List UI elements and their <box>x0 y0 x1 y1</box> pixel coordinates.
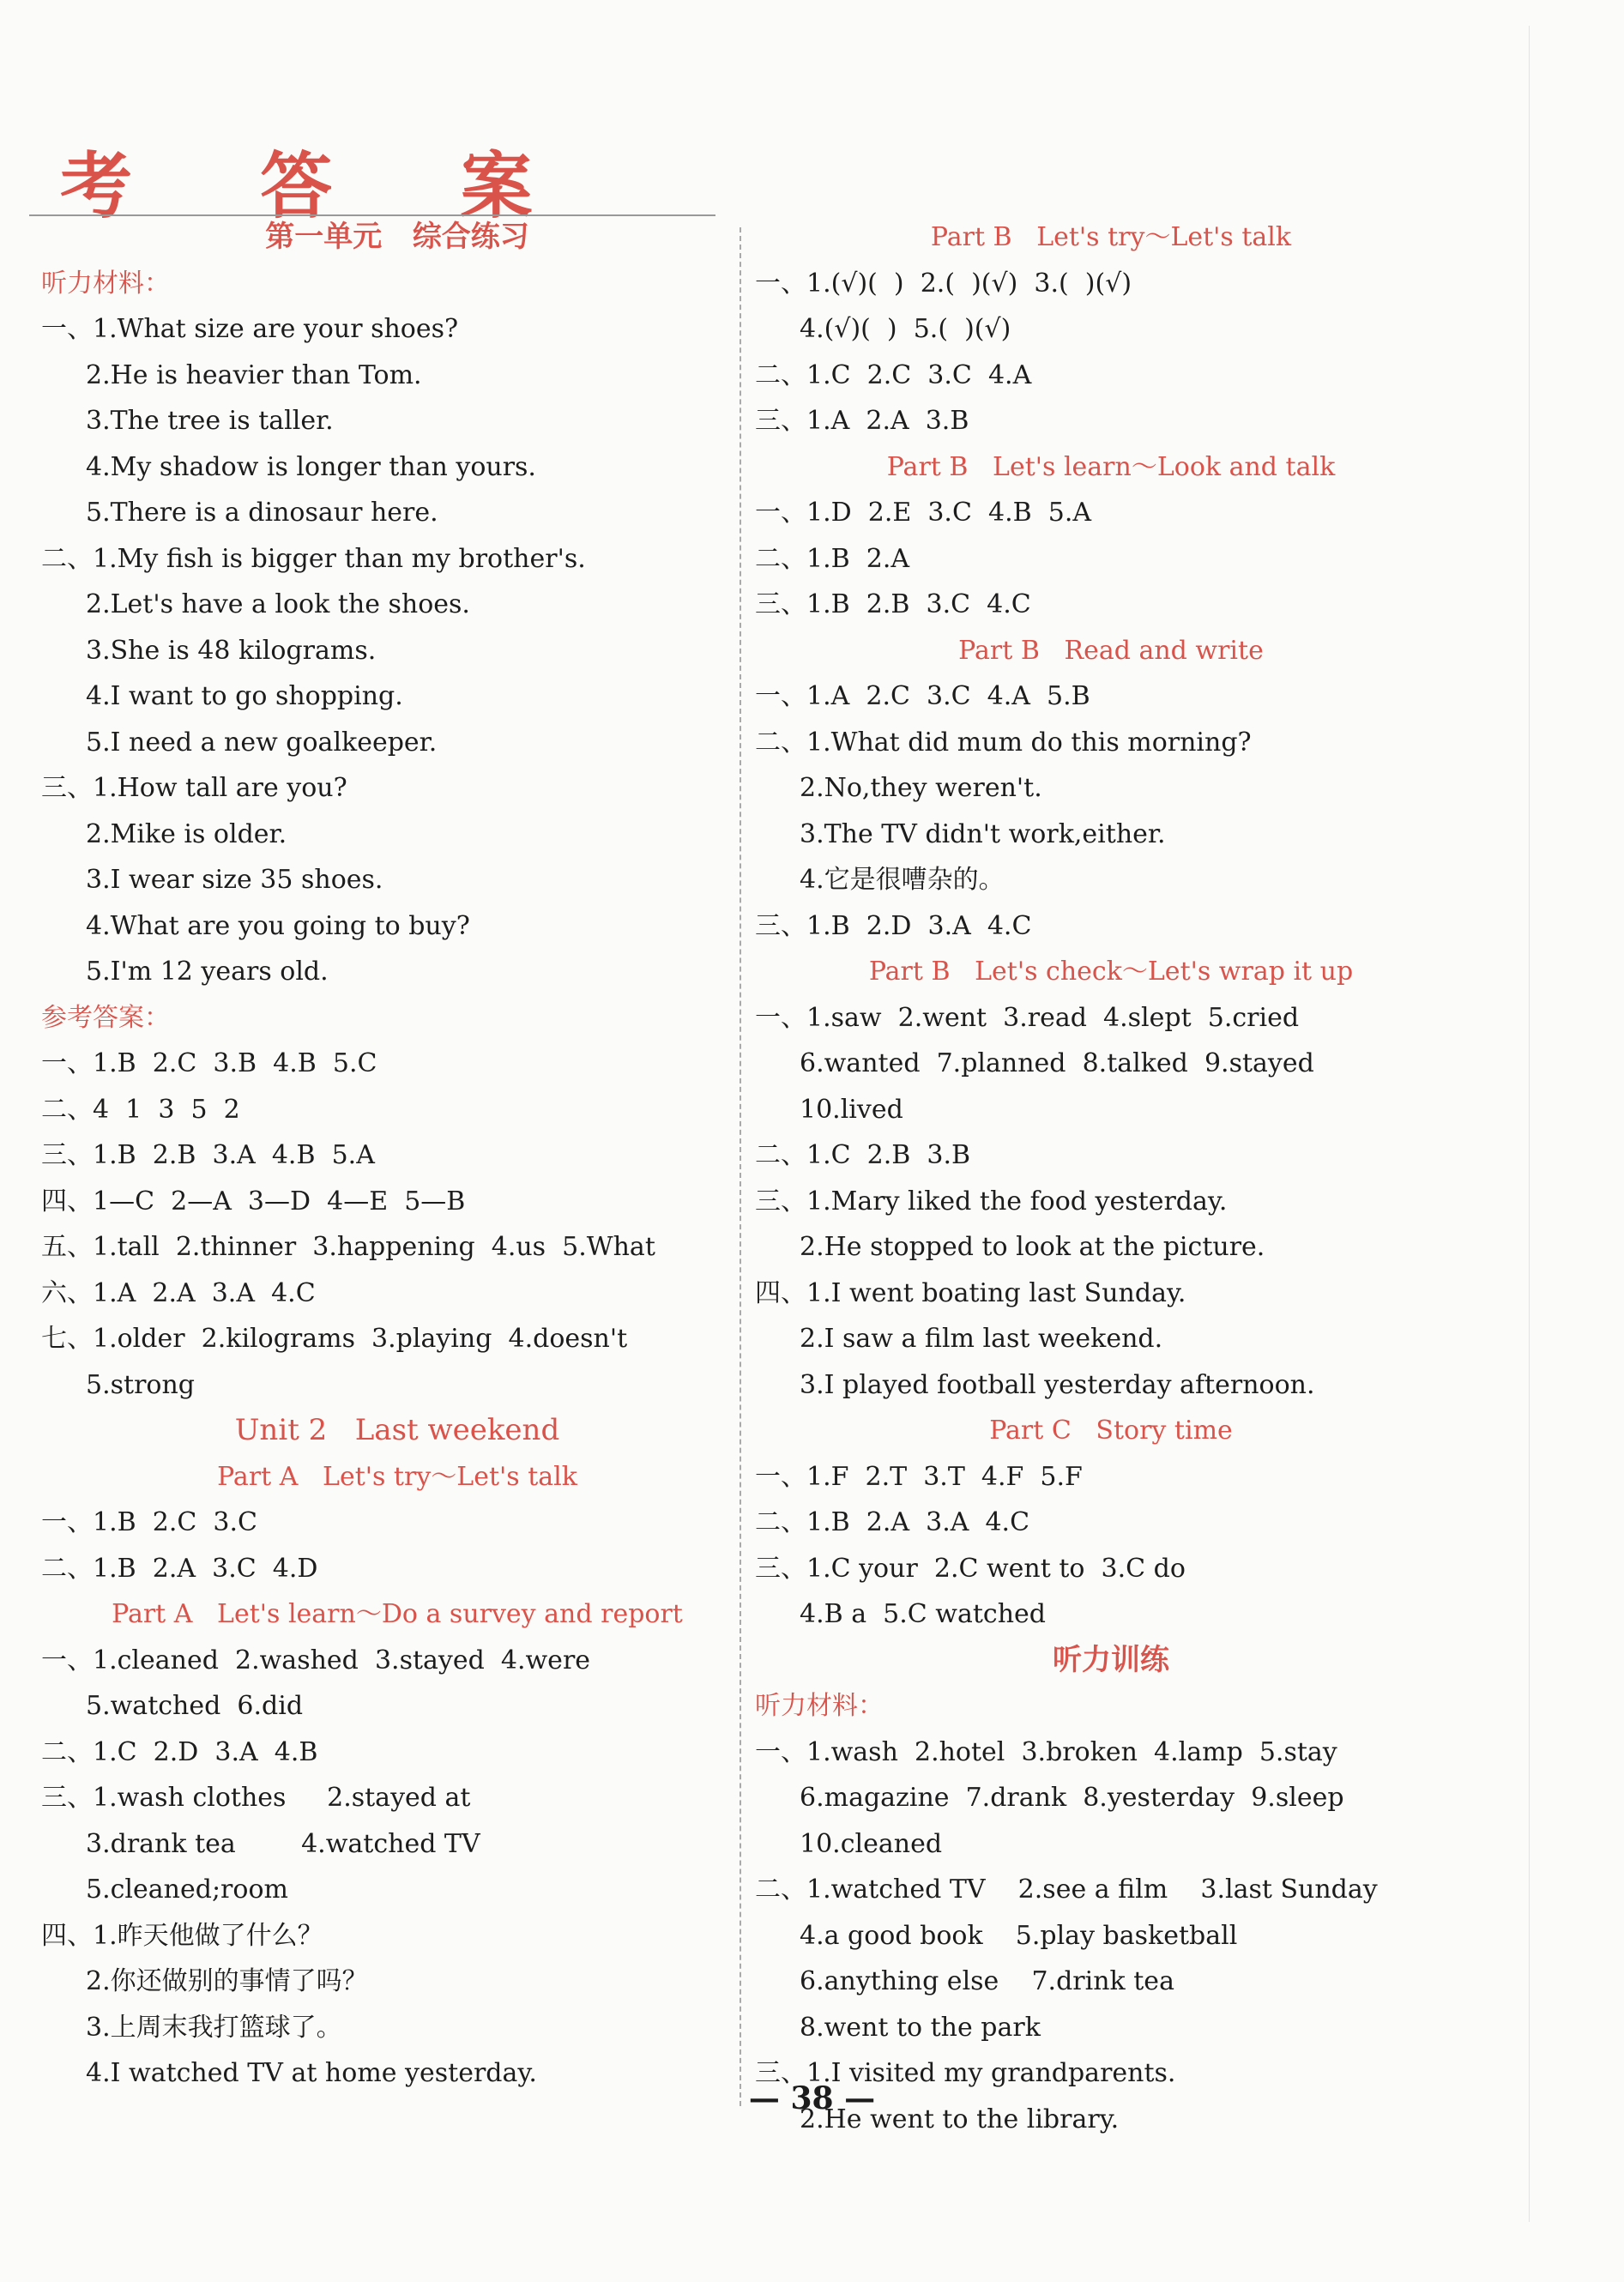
section-label: 参考答案： <box>41 1002 170 1033</box>
answer-line: 5.strong <box>86 1369 196 1400</box>
answer-line: 二、4 1 3 5 2 <box>41 1094 240 1125</box>
answer-line: 6.wanted 7.planned 8.talked 9.stayed <box>800 1048 1314 1078</box>
answer-line: 四、1.昨天他做了什么？ <box>41 1920 323 1951</box>
section-heading: Part B Let's check～Let's wrap it up <box>868 957 1354 987</box>
right-column <box>755 214 1467 2142</box>
answer-line: 8.went to the park <box>800 2012 1041 2043</box>
answer-line: 5.cleaned;room <box>86 1874 288 1905</box>
section-label: 听力材料： <box>755 1691 884 1721</box>
answer-line: 一、1.A 2.C 3.C 4.A 5.B <box>755 681 1090 711</box>
left-column <box>41 214 753 2097</box>
answer-line: 四、1.I went boating last Sunday. <box>755 1277 1186 1308</box>
answer-line: 4.它是很嘈杂的。 <box>800 865 1005 895</box>
answer-line: 三、1.wash clothes 2.stayed at <box>41 1783 471 1813</box>
answer-line: 3.I played football yesterday afternoon. <box>800 1369 1315 1400</box>
answer-line: 四、1—C 2—A 3—D 4—E 5—B <box>41 1186 466 1216</box>
answer-line: 二、1.C 2.B 3.B <box>755 1140 971 1170</box>
page-title: 考 答 案 <box>60 144 584 228</box>
answer-line: 七、1.older 2.kilograms 3.playing 4.doesn't <box>41 1324 628 1354</box>
answer-line: 二、1.C 2.C 3.C 4.A <box>755 359 1032 390</box>
answer-line: 2.He stopped to look at the picture. <box>800 1232 1265 1262</box>
answer-line: 3.She is 48 kilograms. <box>86 635 377 666</box>
page-number: — 38 — <box>748 2080 876 2116</box>
section-heading: 第一单元 综合练习 <box>265 220 529 254</box>
answer-line: 6.anything else 7.drink tea <box>800 1966 1174 1996</box>
answer-line: 5.I'm 12 years old. <box>86 957 329 987</box>
answer-line: 5.There is a dinosaur here. <box>86 498 438 528</box>
answer-line: 3.上周末我打篮球了。 <box>86 2012 342 2043</box>
section-heading: Part B Let's learn～Look and talk <box>886 451 1336 482</box>
answer-line: 一、1.(√)( ) 2.( )(√) 3.( )(√) <box>755 268 1132 299</box>
section-heading: Part B Read and write <box>958 635 1264 666</box>
answer-line: 10.cleaned <box>800 1828 943 1859</box>
section-heading: Part A Let's try～Let's talk <box>217 1461 577 1492</box>
answer-line: 4.My shadow is longer than yours. <box>86 451 536 482</box>
answer-line: 2.你还做别的事情了吗？ <box>86 1966 368 1996</box>
answer-line: 一、1.D 2.E 3.C 4.B 5.A <box>755 498 1092 528</box>
answer-line: 二、1.watched TV 2.see a film 3.last Sunday <box>755 1874 1378 1905</box>
answer-line: 五、1.tall 2.thinner 3.happening 4.us 5.What <box>41 1232 655 1262</box>
answer-line: 10.lived <box>800 1094 903 1125</box>
answer-line: 4.B a 5.C watched <box>800 1599 1046 1629</box>
answer-line: 一、1.What size are your shoes? <box>41 314 459 344</box>
answer-line: 一、1.saw 2.went 3.read 4.slept 5.cried <box>755 1002 1300 1033</box>
answer-line: 二、1.B 2.A 3.C 4.D <box>41 1553 318 1584</box>
answer-line: 二、1.C 2.D 3.A 4.B <box>41 1736 318 1767</box>
answer-line: 3.I wear size 35 shoes. <box>86 865 383 895</box>
answer-line: 3.The tree is taller. <box>86 406 334 436</box>
answer-line: 4.(√)( ) 5.( )(√) <box>800 314 1011 344</box>
answer-line: 六、1.A 2.A 3.A 4.C <box>41 1277 316 1308</box>
answer-line: 二、1.B 2.A <box>755 543 910 574</box>
answer-line: 3.drank tea 4.watched TV <box>86 1828 480 1859</box>
answer-line: 一、1.B 2.C 3.B 4.B 5.C <box>41 1048 377 1078</box>
answer-line: 一、1.wash 2.hotel 3.broken 4.lamp 5.stay <box>755 1736 1337 1767</box>
answer-line: 5.watched 6.did <box>86 1691 304 1721</box>
answer-line: 一、1.B 2.C 3.C <box>41 1507 257 1537</box>
page-edge-line <box>1529 26 1530 2222</box>
answer-line: 2.Mike is older. <box>86 818 287 849</box>
answer-line: 三、1.How tall are you? <box>41 773 347 803</box>
answer-line: 4.I want to go shopping. <box>86 681 403 711</box>
answer-line: 二、1.My fish is bigger than my brother's. <box>41 543 586 574</box>
answer-line: 3.The TV didn't work,either. <box>800 818 1166 849</box>
answer-line: 三、1.A 2.A 3.B <box>755 406 969 436</box>
answer-line: 2.Let's have a look the shoes. <box>86 589 470 619</box>
answer-line: 5.I need a new goalkeeper. <box>86 727 438 758</box>
section-heading: Part A Let's learn～Do a survey and report <box>112 1599 683 1629</box>
answer-line: 一、1.cleaned 2.washed 3.stayed 4.were <box>41 1645 591 1675</box>
answer-line: 6.magazine 7.drank 8.yesterday 9.sleep <box>800 1783 1344 1813</box>
answer-line: 2.He went to the library. <box>800 2104 1120 2134</box>
section-label: 听力材料： <box>41 268 170 299</box>
answer-line: 三、1.I visited my grandparents. <box>755 2058 1176 2088</box>
answer-line: 4.I watched TV at home yesterday. <box>86 2058 537 2088</box>
section-heading: Unit 2 Last weekend <box>234 1413 560 1447</box>
answer-line: 三、1.Mary liked the food yesterday. <box>755 1186 1228 1216</box>
answer-line: 4.a good book 5.play basketball <box>800 1920 1238 1951</box>
answer-line: 2.I saw a film last weekend. <box>800 1324 1163 1354</box>
answer-line: 三、1.C your 2.C went to 3.C do <box>755 1553 1186 1584</box>
answer-line: 2.No,they weren't. <box>800 773 1042 803</box>
section-heading: 听力训练 <box>1053 1642 1169 1677</box>
answer-line: 4.What are you going to buy? <box>86 910 470 941</box>
answer-line: 2.He is heavier than Tom. <box>86 359 422 390</box>
answer-line: 三、1.B 2.B 3.C 4.C <box>755 589 1031 619</box>
answer-line: 一、1.F 2.T 3.T 4.F 5.F <box>755 1461 1083 1492</box>
answer-line: 三、1.B 2.B 3.A 4.B 5.A <box>41 1140 375 1170</box>
section-heading: Part C Story time <box>989 1416 1233 1446</box>
section-heading: Part B Let's try～Let's talk <box>930 222 1292 252</box>
answer-line: 二、1.What did mum do this morning? <box>755 727 1252 758</box>
answer-line: 三、1.B 2.D 3.A 4.C <box>755 910 1032 941</box>
answer-line: 二、1.B 2.A 3.A 4.C <box>755 1507 1030 1537</box>
